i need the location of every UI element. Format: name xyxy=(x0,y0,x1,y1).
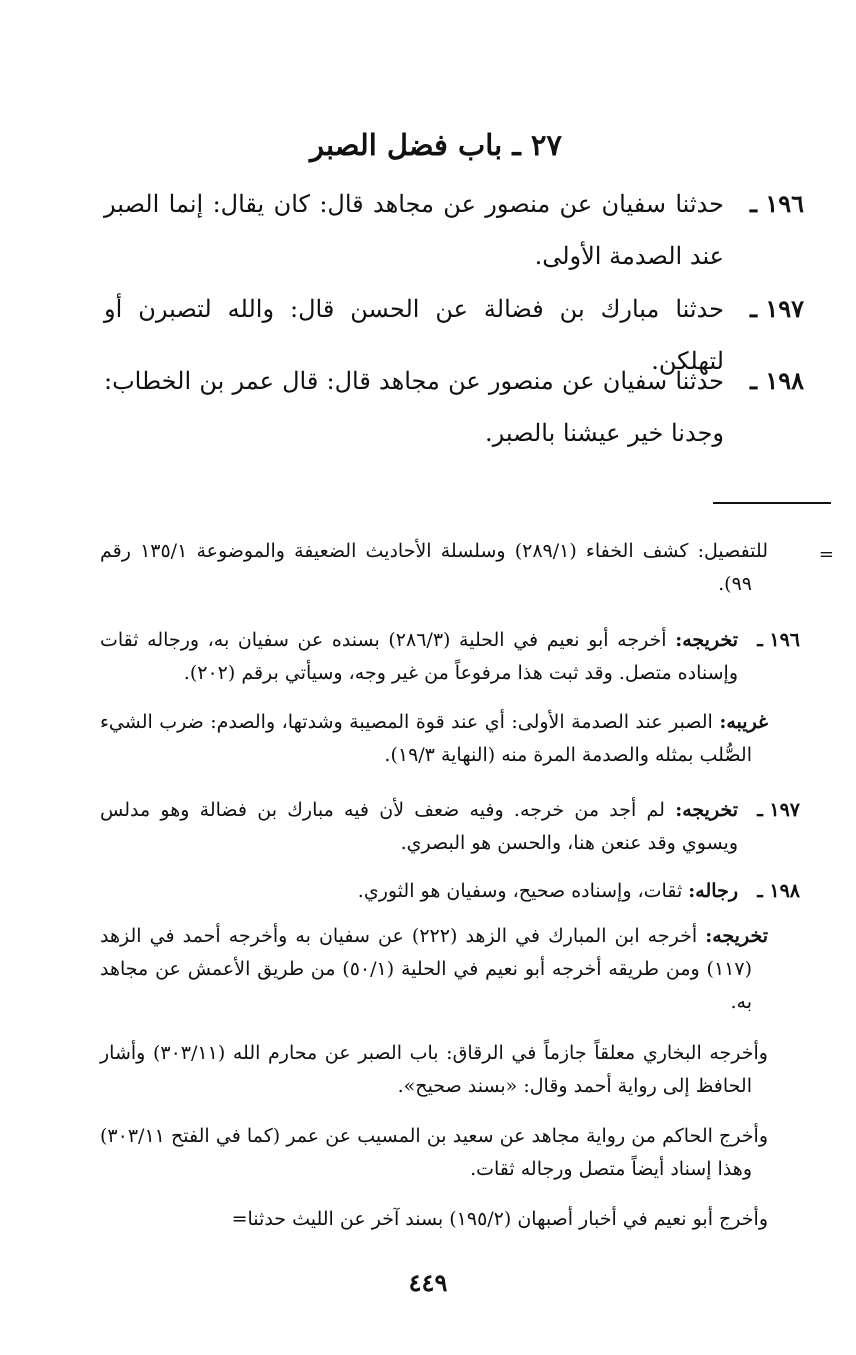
hadith-number: ١٩٧ ـ xyxy=(749,294,804,323)
hadith-number: ١٩٨ ـ xyxy=(749,366,804,395)
footnote-number: ١٩٧ ـ xyxy=(757,799,800,821)
footnote-text: أخرجه ابن المبارك في الزهد (٢٢٢) عن سفيان به وأخرجه أحمد في الزهد (١١٧) ومن طريقه أخرجه أبو نعيم في الحلية (٥٠/١) من طريق الأعمش عن مجاهد به. xyxy=(100,925,752,1013)
footnote-198-rijal xyxy=(100,875,800,908)
footnote-text: وأخرج الحاكم من رواية مجاهد عن سعيد بن المسيب عن عمر (كما في الفتح ٣٠٣/١١) وهذا إسناد أيضاً متصل ورجاله ثقات. xyxy=(100,1125,768,1180)
footnote-number: ١٩٦ ـ xyxy=(757,629,800,651)
hadith-number: ١٩٦ ـ xyxy=(749,189,804,218)
rijal-label: رجاله: xyxy=(688,880,738,902)
footnote-198-hakim xyxy=(100,1120,800,1186)
page-number: ٤٤٩ xyxy=(408,1268,448,1297)
footnote-196-takhrij xyxy=(100,624,800,690)
footnote-196-gharib xyxy=(100,706,800,772)
footnote-number: ١٩٨ ـ xyxy=(757,880,800,902)
hadith-text: حدثنا مبارك بن فضالة عن الحسن قال: والله لتصبرن أو لتهلكن. xyxy=(104,295,724,375)
footnote-198-abu-nuaym xyxy=(100,1203,800,1236)
continuation-mark: = xyxy=(818,544,834,565)
hadith-196 xyxy=(104,178,804,282)
takhrij-label: تخريجه: xyxy=(705,925,769,947)
footnote-text: لم أجد من خرجه. وفيه ضعف لأن فيه مبارك بن فضالة وهو مدلس ويسوي وقد عنعن هنا، والحسن هو البصري. xyxy=(100,799,738,854)
footnote-text: وأخرجه البخاري معلقاً جازماً في الرقاق: باب الصبر عن محارم الله (٣٠٣/١١) وأشار الحافظ إلى رواية أحمد وقال: «بسند صحيح». xyxy=(100,1042,768,1097)
gharib-label: غريبه: xyxy=(719,711,768,733)
hadith-198 xyxy=(104,355,804,459)
chapter-title: ٢٧ ـ باب فضل الصبر xyxy=(309,128,562,162)
footnote-separator xyxy=(713,502,831,504)
footnote-text: ثقات، وإسناده صحيح، وسفيان هو الثوري. xyxy=(357,880,683,902)
footnote-text: الصبر عند الصدمة الأولى: أي عند قوة المصيبة وشدتها، والصدم: ضرب الشيء الصُّلب بمثله والصدمة المرة منه (النهاية ١٩/٣). xyxy=(100,711,752,766)
footnote-197-takhrij xyxy=(100,794,800,860)
footnote-text: أخرجه أبو نعيم في الحلية (٢٨٦/٣) بسنده عن سفيان به، ورجاله ثقات وإسناده متصل. وقد ثبت هذا مرفوعاً من غير وجه، وسيأتي برقم (٢٠٢). xyxy=(100,629,738,684)
hadith-text: حدثنا سفيان عن منصور عن مجاهد قال: كان يقال: إنما الصبر عند الصدمة الأولى. xyxy=(104,190,724,270)
footnote-198-bukhari xyxy=(100,1037,800,1103)
footnote-text: وأخرج أبو نعيم في أخبار أصبهان (١٩٥/٢) بسند آخر عن الليث حدثنا= xyxy=(231,1208,768,1230)
takhrij-label: تخريجه: xyxy=(675,799,738,821)
footnote-198-takhrij xyxy=(100,920,800,1019)
takhrij-label: تخريجه: xyxy=(675,629,738,651)
hadith-text: حدثنا سفيان عن منصور عن مجاهد قال: قال عمر بن الخطاب: وجدنا خير عيشنا بالصبر. xyxy=(104,367,724,447)
footnote-continuation xyxy=(100,535,800,601)
footnote-text: للتفصيل: كشف الخفاء (٢٨٩/١) وسلسلة الأحاديث الضعيفة والموضوعة ١٣٥/١ رقم ٩٩). xyxy=(100,540,768,595)
